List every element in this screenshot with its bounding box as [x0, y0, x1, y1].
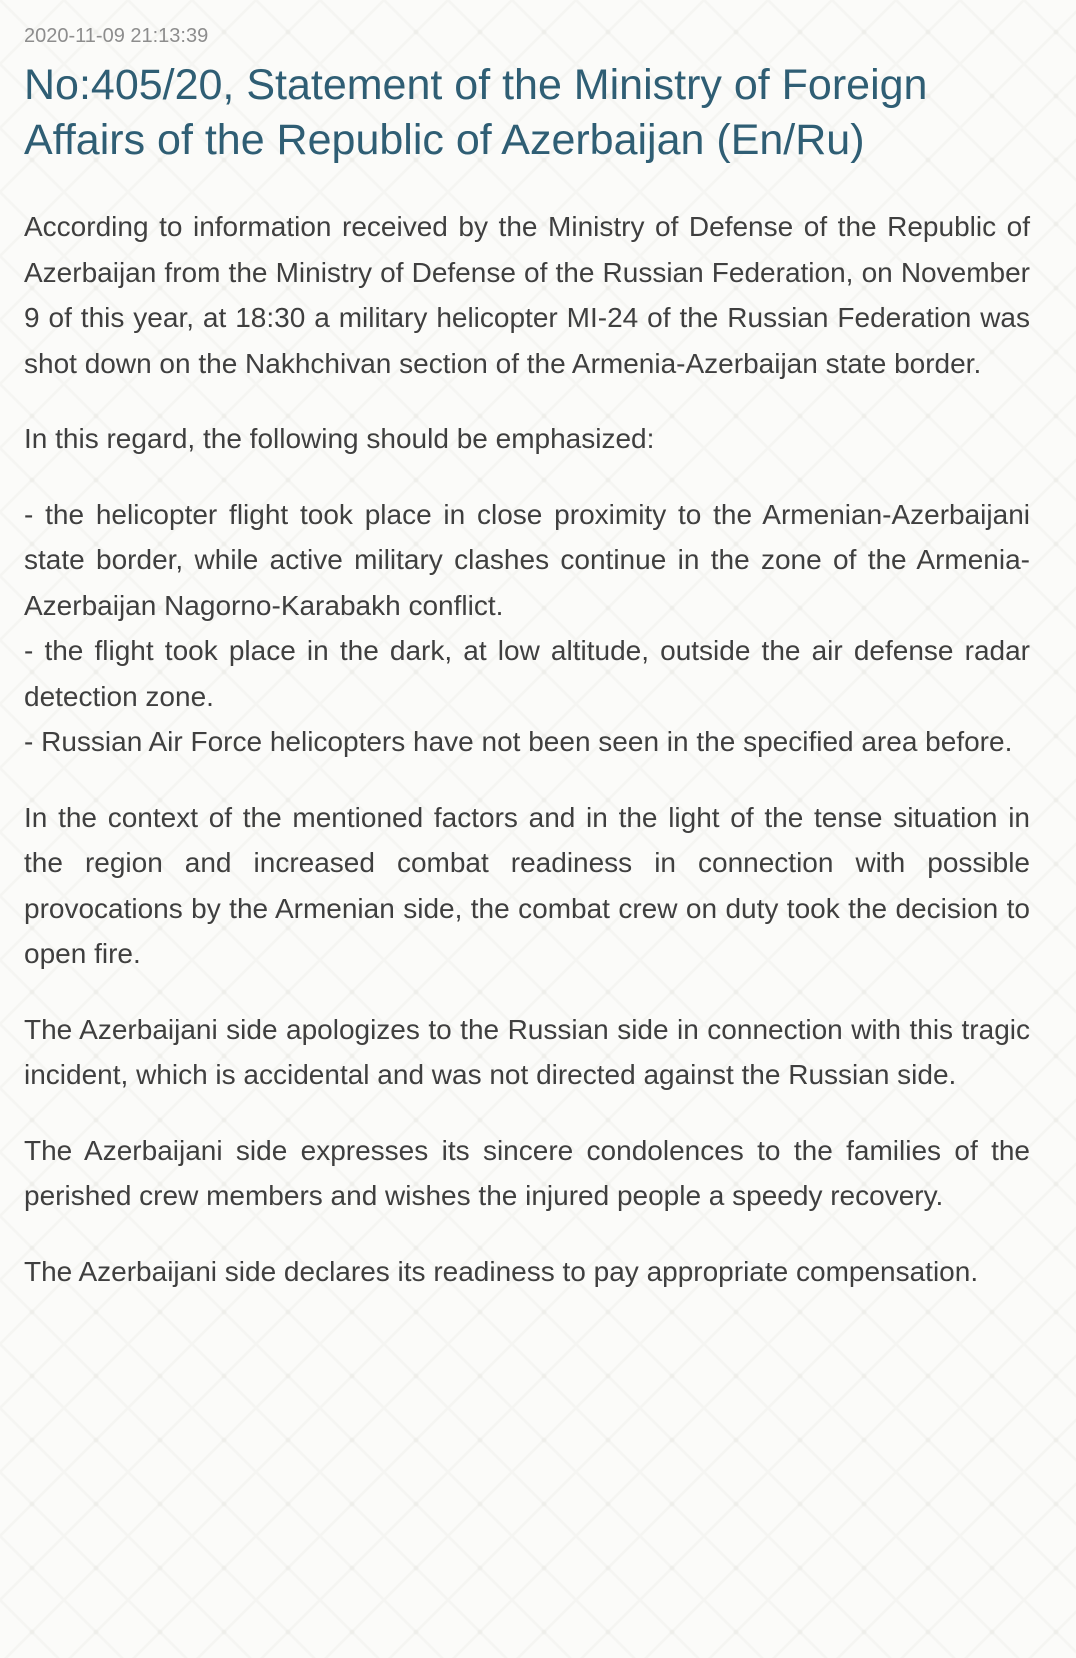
article-paragraph: According to information received by the Ministry of Defense of the Republic of Azerbaijan from the Ministry of Defense of the Russian Federation, on November 9 of this year, at 18:30 a military helicopter MI-24 of the Russian Federation was shot down on the Nakhchivan section of the Armenia-Azerbaijan state border.	[24, 211, 1030, 379]
article-list-item: - Russian Air Force helicopters have not been seen in the specified area before.	[24, 726, 1013, 757]
article-paragraph: In this regard, the following should be emphasized:	[24, 423, 655, 454]
article-list-item: - the flight took place in the dark, at low altitude, outside the air defense radar detection zone.	[24, 635, 1030, 712]
article-title: No:405/20, Statement of the Ministry of Foreign Affairs of the Republic of Azerbaijan (En/Ru)	[24, 61, 928, 164]
article-paragraph: In the context of the mentioned factors and in the light of the tense situation in the region and increased combat readiness in connection with possible provocations by the Armenian side, the combat crew on duty took the decision to open fire.	[24, 801, 1030, 969]
article-paragraph: The Azerbaijani side apologizes to the Russian side in connection with this tragic incident, which is accidental and was not directed against the Russian side.	[24, 1013, 1030, 1090]
article-body	[24, 204, 1030, 1294]
article-paragraph: The Azerbaijani side expresses its sincere condolences to the families of the perished crew members and wishes the injured people a speedy recovery.	[24, 1134, 1030, 1211]
publish-timestamp: 2020-11-09 21:13:39	[24, 25, 209, 47]
article-paragraph: The Azerbaijani side declares its readiness to pay appropriate compensation.	[24, 1255, 979, 1287]
article-list-item: - the helicopter flight took place in close proximity to the Armenian-Azerbaijani state border, while active military clashes continue in the zone of the Armenia-Azerbaijan Nagorno-Karabakh conflict.	[24, 498, 1030, 621]
